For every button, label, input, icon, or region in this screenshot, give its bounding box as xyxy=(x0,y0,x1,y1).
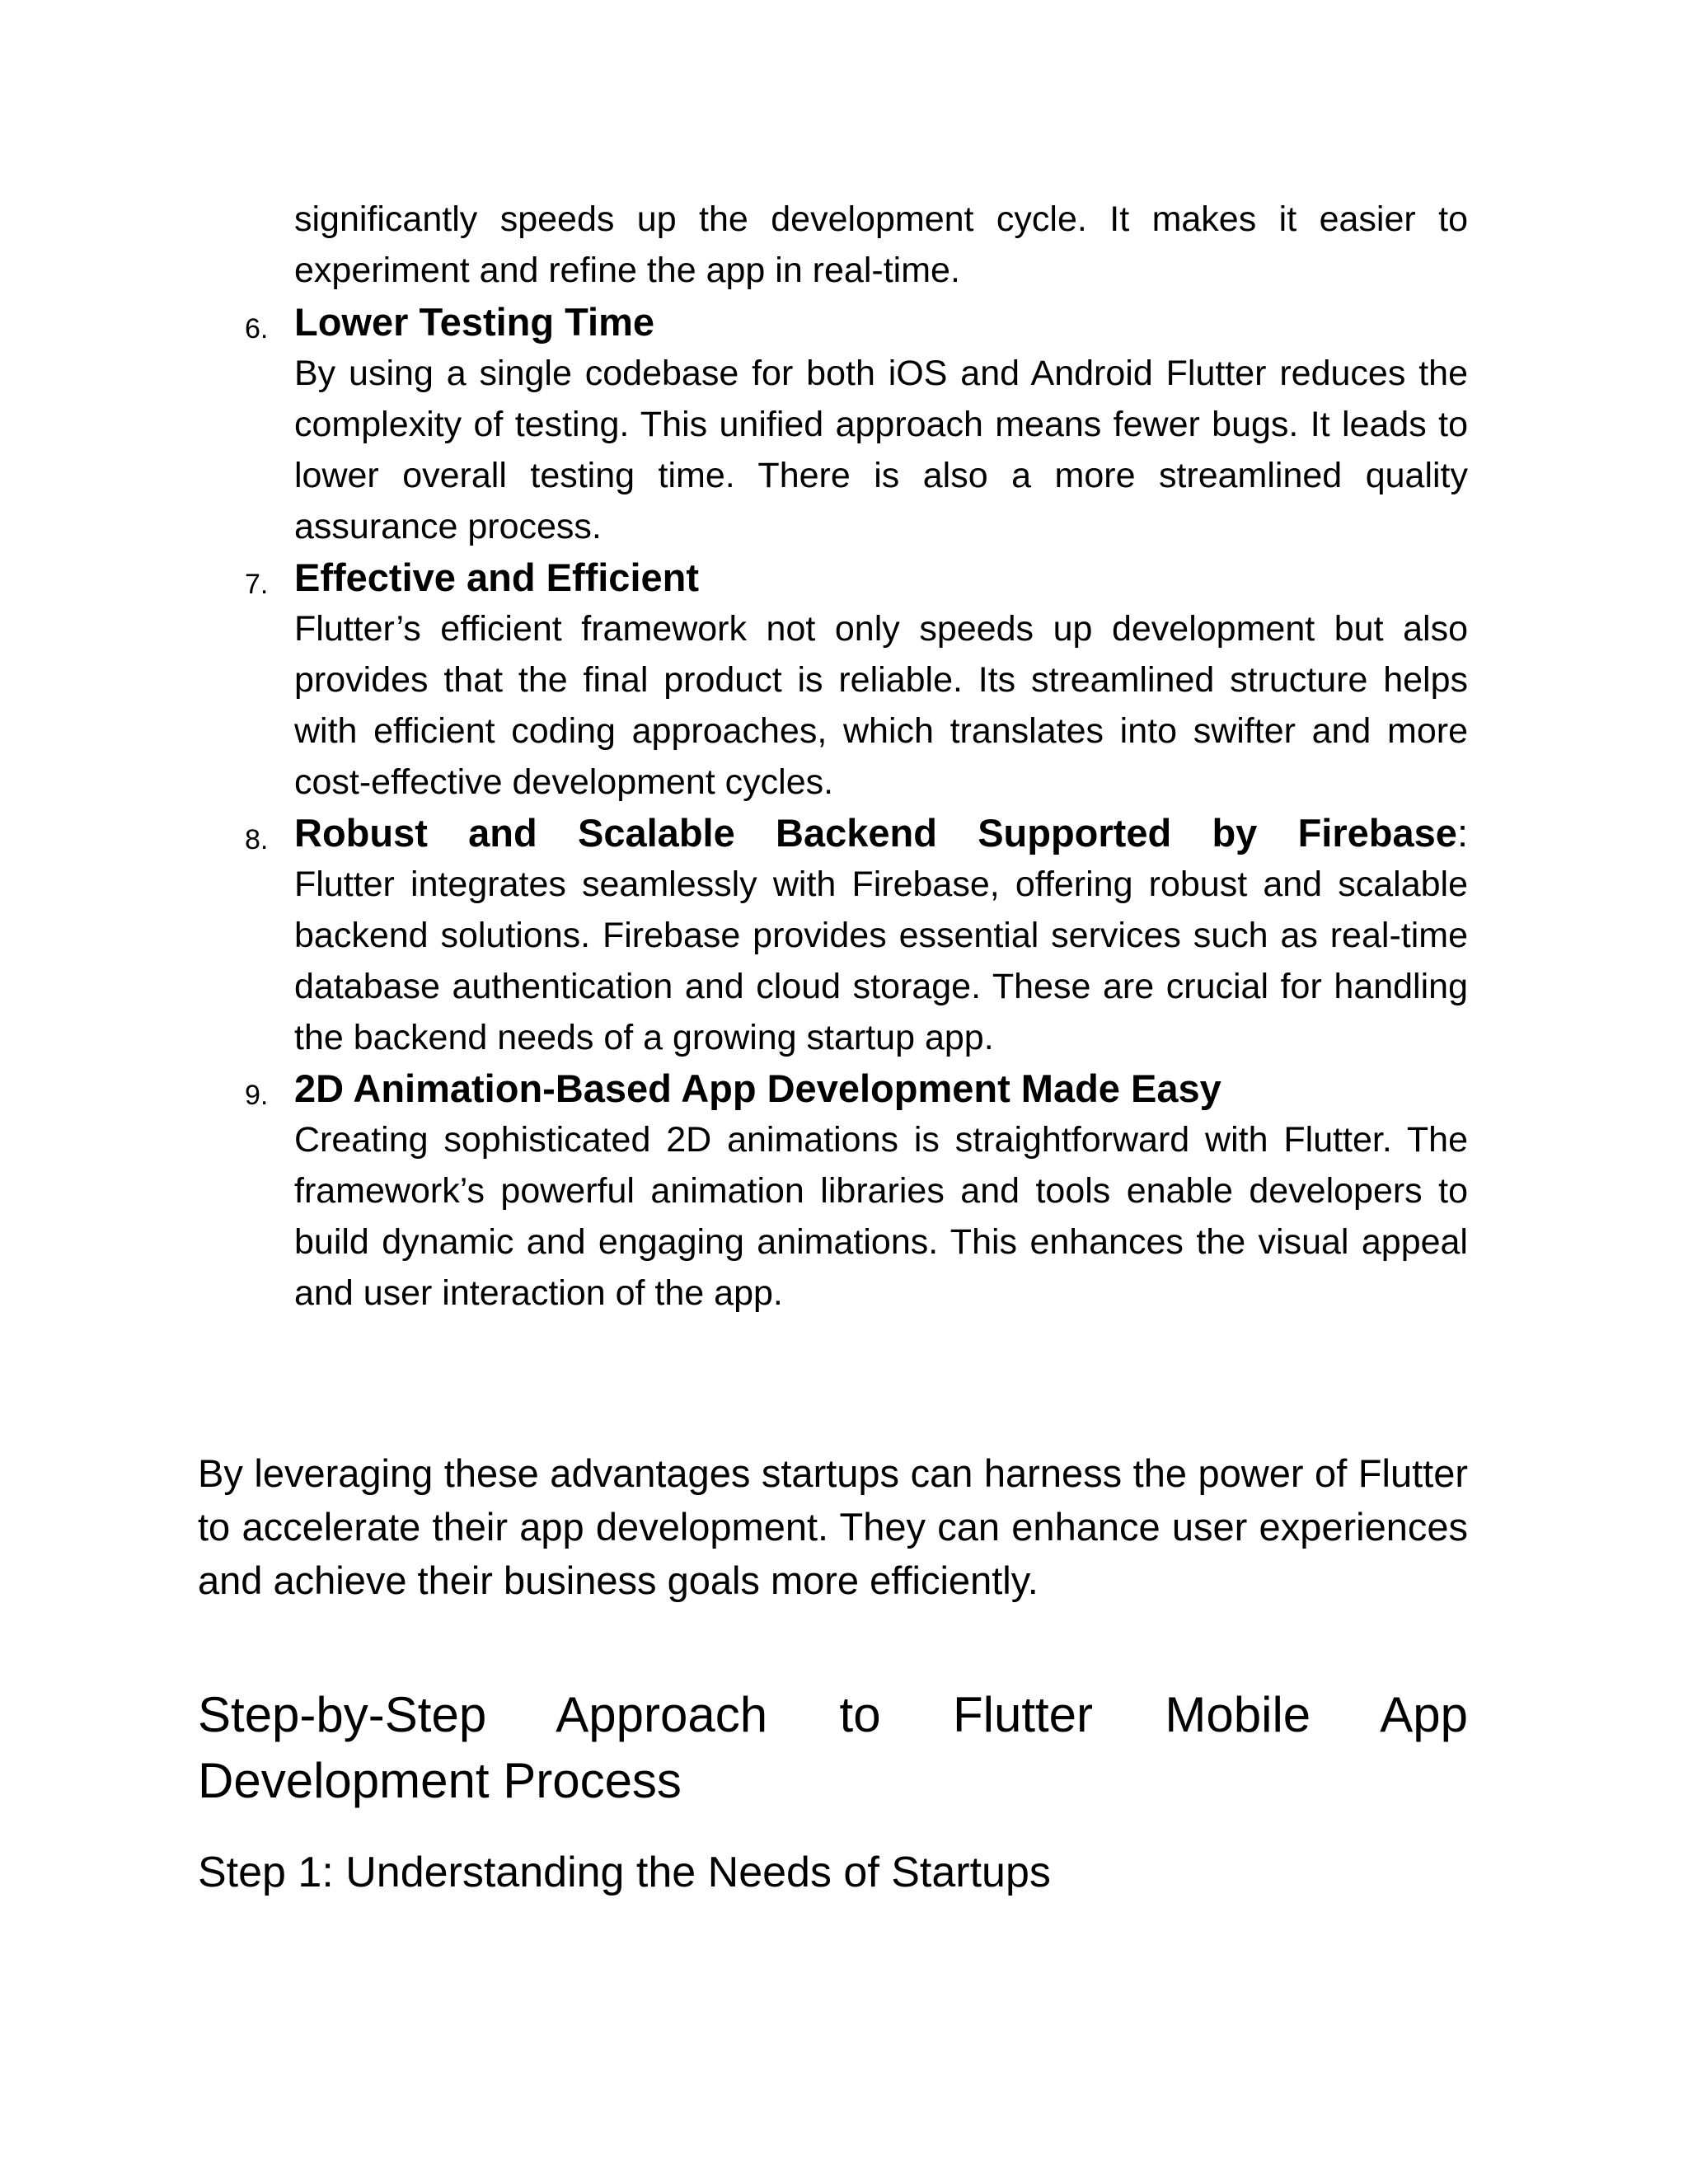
list-item-title: Lower Testing Time xyxy=(294,300,654,344)
list-item-number: 6. xyxy=(245,313,269,344)
continued-paragraph: significantly speeds up the development cycle. It makes it easier to experiment and refine the app in real-time. xyxy=(294,199,1468,290)
list-item xyxy=(245,552,1468,808)
list-item-title: 2D Animation-Based App Development Made Easy xyxy=(294,1066,1221,1110)
section-heading: Step-by-Step Approach to Flutter Mobile App Development Process xyxy=(198,1687,1468,1808)
list-item-title: Robust and Scalable Backend Supported by Firebase xyxy=(294,811,1457,855)
list-item-title: Effective and Efficient xyxy=(294,555,699,599)
list-item-body: Flutter integrates seamlessly with Firebase, offering robust and scalable backend solutions. Firebase provides essential services such as real-time database authentication and cloud storage. These are crucial for handling the backend needs of a growing startup app. xyxy=(294,865,1468,1057)
list-item-body: Creating sophisticated 2D animations is straightforward with Flutter. The framework’s powerful animation libraries and tools enable developers to build dynamic and engaging animations. This enhances the visual appeal and user interaction of the app. xyxy=(294,1120,1468,1313)
list-item-title-colon: : xyxy=(1456,811,1468,855)
list-item-number: 9. xyxy=(245,1080,269,1111)
list-item xyxy=(245,808,1468,1063)
step-heading: Step 1: Understanding the Needs of Startups xyxy=(198,1849,1051,1896)
list-item-number: 8. xyxy=(245,824,269,855)
list-item-title-line xyxy=(294,808,1468,859)
conclusion-paragraph: By leveraging these advantages startups can harness the power of Flutter to accelerate their app development. They can enhance user experiences and achieve their business goals more efficiently. xyxy=(198,1451,1468,1602)
advantages-list xyxy=(0,297,1688,1319)
list-item xyxy=(245,1063,1468,1319)
list-item xyxy=(245,297,1468,552)
list-item-number: 7. xyxy=(245,569,269,600)
list-item-body: Flutter’s efficient framework not only speeds up development but also provides that the final product is reliable. Its streamlined structure helps with efficient coding approaches, which translates into swifter and more cost-effective development cycles. xyxy=(294,609,1468,802)
list-item-body: By using a single codebase for both iOS and Android Flutter reduces the complexity of testing. This unified approach means fewer bugs. It leads to lower overall testing time. There is also a more streamlined quality assurance process. xyxy=(294,354,1468,546)
